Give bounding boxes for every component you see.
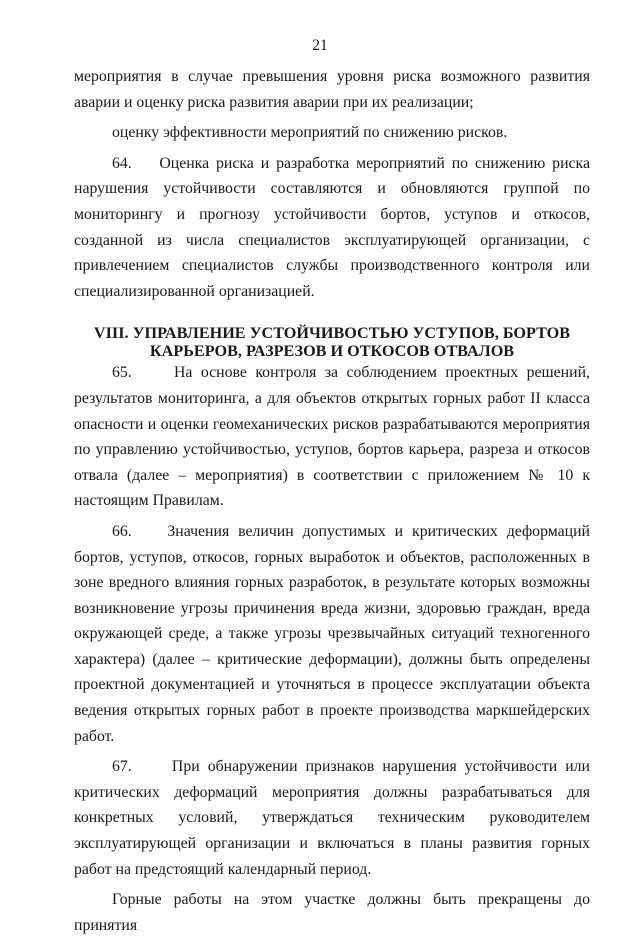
paragraph-mining-halt: Горные работы на этом участке должны быть прекращены до принятия [74,891,590,934]
section-heading-line-1: VIII. УПРАВЛЕНИЕ УСТОЙЧИВОСТЬЮ УСТУПОВ, БОРТОВ [93,324,571,343]
paragraph-efficiency-assessment: оценку эффективности мероприятий по снижению рисков. [112,124,508,142]
paragraph-measures-continuation: мероприятия в случае превышения уровня риска возможного развития аварии и оценку риска развития аварии при их реализации; [74,68,590,111]
paragraph-64: 64. Оценка риска и разработка мероприятий по снижению риска нарушения устойчивости составляются и обновляются группой по мониторингу и прогнозу устойчивости бортов, уступов и откосов, созданной из числа специалистов эксплуатирующей организации, с привлечением специалистов службы производственного контроля или специализированной организацией. [74,154,590,300]
page-number: 21 [312,37,328,54]
paragraph-65: 65. На основе контроля за соблюдением проектных решений, результатов мониторинга, а для объектов открытых горных работ II класса опасности и оценки геомеханических рисков разрабатываются мероприятия по управлению устойчивостью, уступов, бортов карьера, разреза и откосов отвала (далее – мероприятия) в соответствии с приложением № 10 к настоящим Правилам. [74,364,590,510]
section-heading-line-2: КАРЬЕРОВ, РАЗРЕЗОВ И ОТКОСОВ ОТВАЛОВ [149,342,515,361]
paragraph-66: 66. Значения величин допустимых и критических деформаций бортов, уступов, откосов, горных выработок и объектов, расположенных в зоне вредного влияния горных разработок, в результате которых возможны возникновение угрозы причинения вреда жизни, здоровью граждан, вреда окружающей среде, а также угрозы чрезвычайных ситуаций техногенного характера) (далее – критические деформации), должны быть определены проектной документацией и уточняться в процессе эксплуатации объекта ведения открытых горных работ в проекте производства маркшейдерских работ. [74,522,590,745]
paragraph-67: 67. При обнаружении признаков нарушения устойчивости или критических деформаций мероприятия должны разрабатываться для конкретных условий, утверждаться техническим руководителем эксплуатирующей организации и включаться в планы развития горных работ на предстоящий календарный период. [74,758,590,878]
document-body [74,64,590,943]
section-heading [74,324,590,360]
